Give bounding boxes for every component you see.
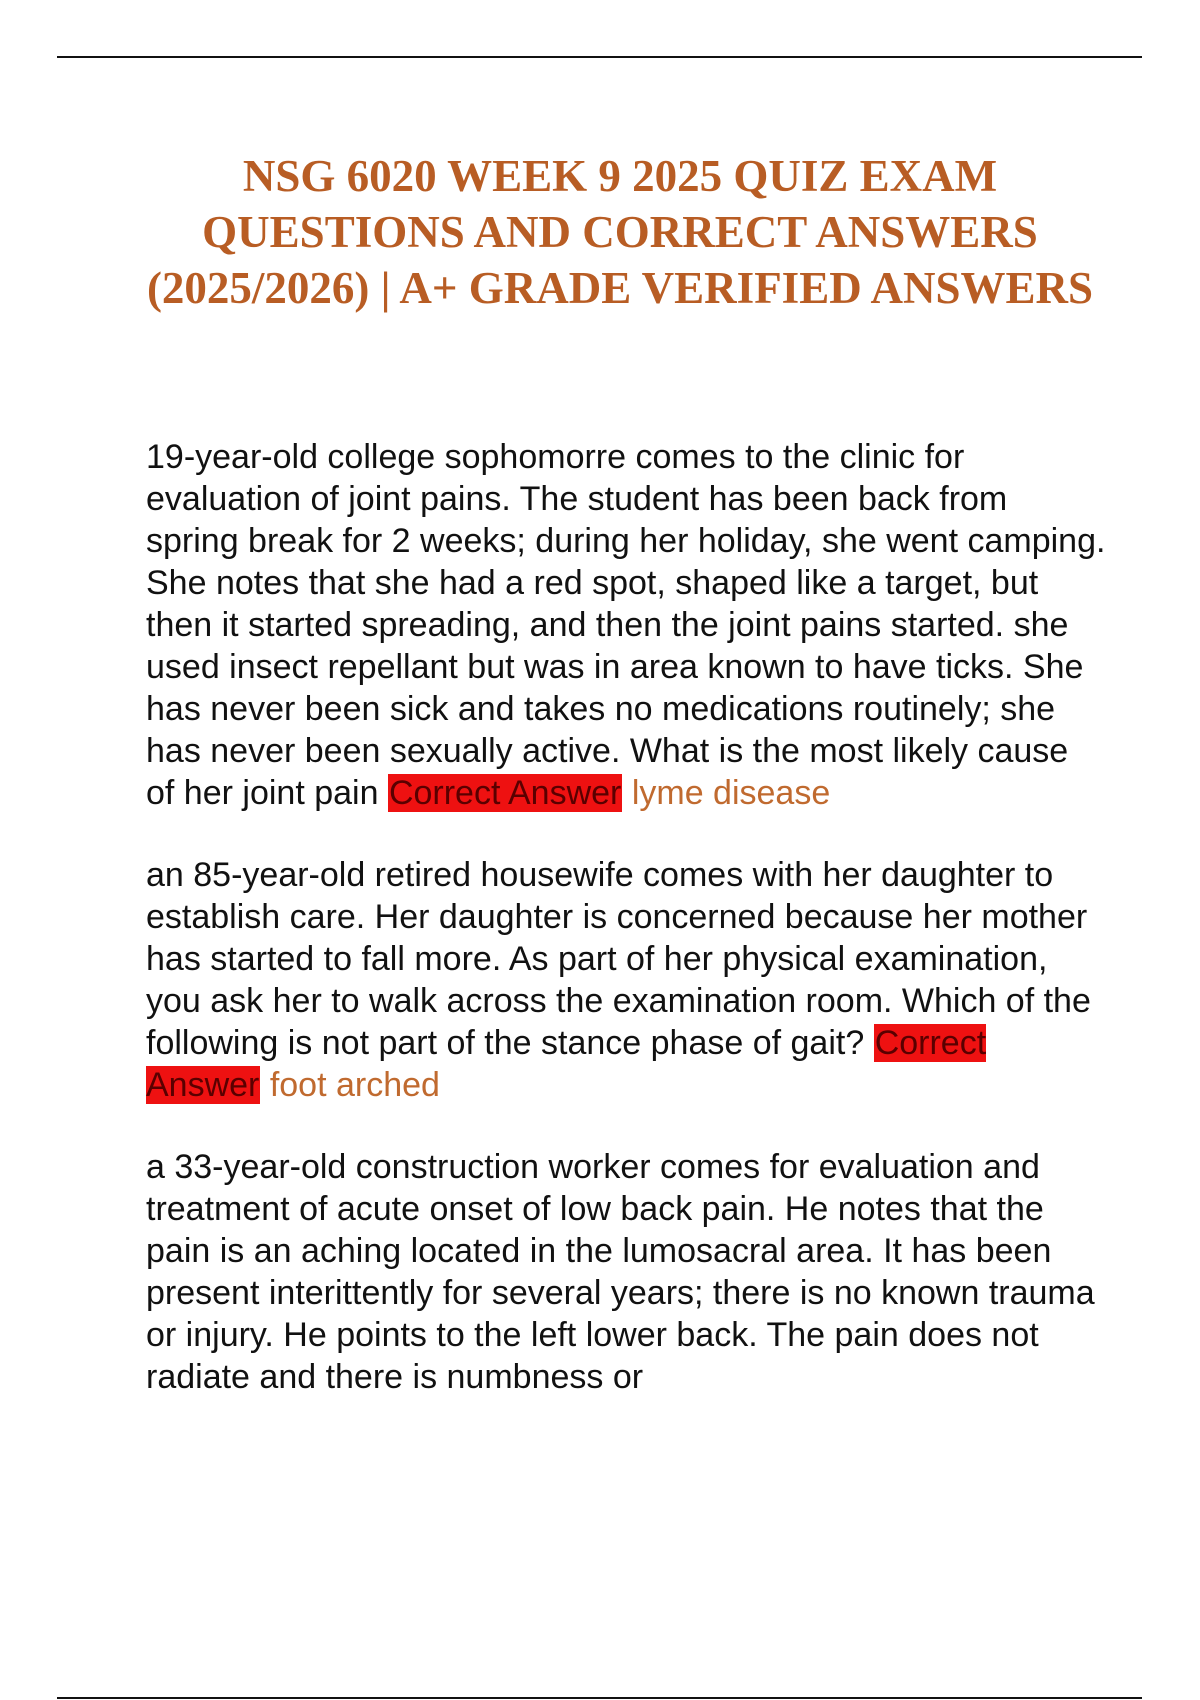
correct-answer-label: Correct Answer [146, 1024, 987, 1104]
bottom-rule [57, 1697, 1142, 1699]
document-title: NSG 6020 WEEK 9 2025 QUIZ EXAM QUESTIONS AND CORRECT ANSWERS (2025/2026) | A+ GRADE VERIFIED ANSWERS [146, 151, 1094, 313]
answer-text: foot arched [269, 1066, 440, 1104]
answer-text: lyme disease [631, 774, 831, 812]
question-text: a 33-year-old construction worker comes for evaluation and treatment of acute onset of low back pain. He notes that the pain is an aching located in the lumosacral area. It has been present interittently for several years; there is no known trauma or injury. He points to the left lower back. The pain does not radiate and there is numbness or [146, 1148, 1095, 1396]
document-body [146, 436, 1106, 1438]
question-block-3 [146, 1146, 1106, 1398]
question-text: an 85-year-old retired housewife comes with her daughter to establish care. Her daughter is concerned because her mother has started to fall more. As part of her physical examination, you ask her to walk across the examination room. Which of the following is not part of the stance phase of gait? [146, 856, 1091, 1062]
question-block-1 [146, 436, 1106, 814]
question-block-2 [146, 854, 1106, 1106]
question-text: 19-year-old college sophomorre comes to the clinic for evaluation of joint pains. The student has been back from spring break for 2 weeks; during her holiday, she went camping. She notes that she had a red spot, shaped like a target, but then it started spreading, and then the joint pains started. she used insect repellant but was in area known to have ticks. She has never been sick and takes no medications routinely; she has never been sexually active. What is the most likely cause of her joint pain [146, 438, 1106, 812]
top-rule [57, 56, 1142, 58]
correct-answer-label: Correct Answer [388, 774, 622, 812]
